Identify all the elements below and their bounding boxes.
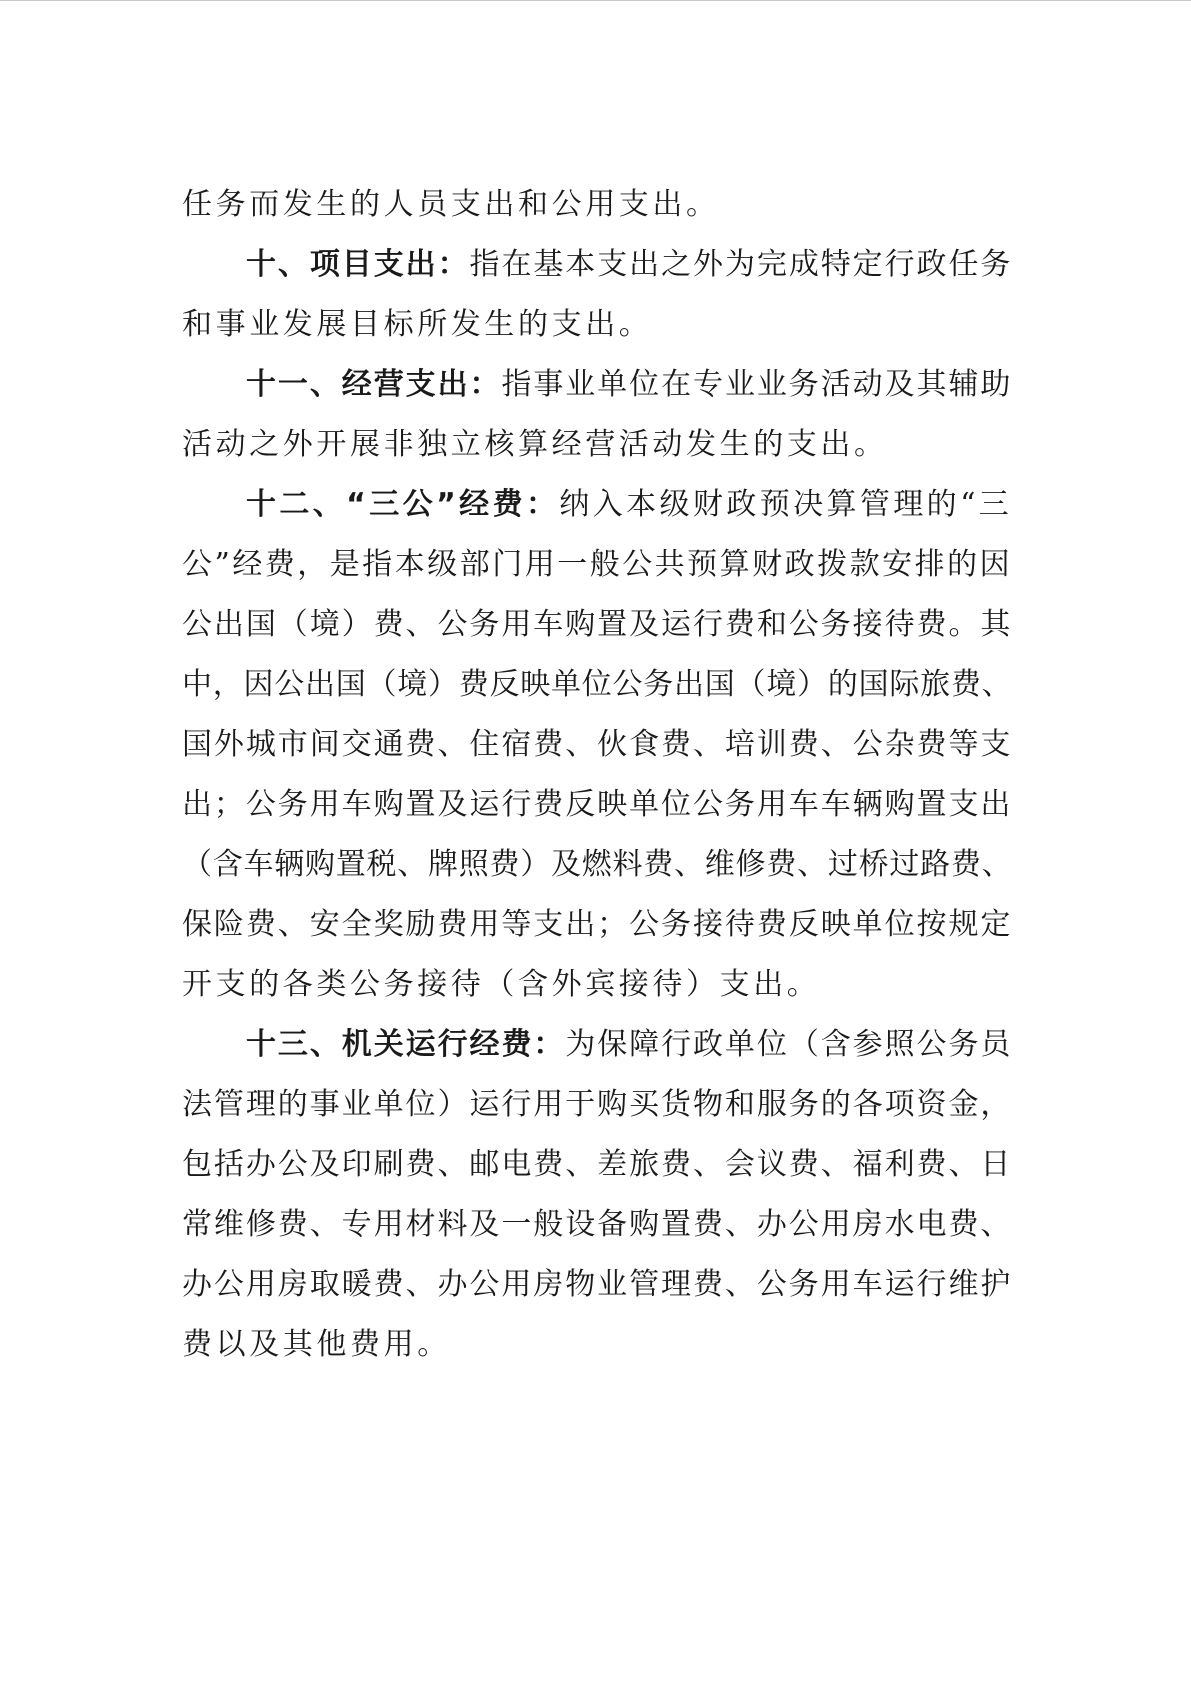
line-text: 和事业发展目标所发生的支出。	[182, 307, 653, 342]
paragraph-11-line-2	[182, 415, 1012, 475]
section-11-heading: 十一、经营支出：	[246, 367, 502, 402]
paragraph-12-line-2	[182, 535, 1012, 595]
paragraph-12-line-4	[182, 655, 1012, 715]
section-10-heading: 十、项目支出：	[246, 247, 470, 282]
line-text: 为保障行政单位（含参照公务员	[565, 1027, 1012, 1062]
paragraph-12-line-5	[182, 715, 1012, 775]
section-13-heading: 十三、机关运行经费：	[246, 1027, 566, 1062]
text-line-1	[182, 175, 1012, 235]
paragraph-13-line-2	[182, 1075, 1012, 1135]
section-12-heading: 十二、“三公”经费：	[246, 487, 560, 522]
paragraph-13-line-1	[182, 1015, 1012, 1075]
line-text: 办公用房取暖费、办公用房物业管理费、公务用车运行维护	[182, 1267, 1012, 1302]
paragraph-12-line-9	[182, 955, 1012, 1015]
line-text: 指在基本支出之外为完成特定行政任务	[469, 247, 1012, 282]
line-text: 中，因公出国（境）费反映单位公务出国（境）的国际旅费、	[182, 667, 1012, 702]
line-text: 纳入本级财政预决算管理的“三	[559, 487, 1012, 522]
paragraph-13-line-6	[182, 1315, 1012, 1375]
paragraph-13-line-3	[182, 1135, 1012, 1195]
line-text: 指事业单位在专业业务活动及其辅助	[501, 367, 1012, 402]
line-text: 常维修费、专用材料及一般设备购置费、办公用房水电费、	[182, 1207, 1012, 1242]
line-text: 法管理的事业单位）运行用于购买货物和服务的各项资金，	[182, 1087, 1012, 1122]
line-text: 活动之外开展非独立核算经营活动发生的支出。	[182, 427, 888, 462]
line-text: （含车辆购置税、牌照费）及燃料费、维修费、过桥过路费、	[182, 847, 1012, 882]
document-page-body	[182, 175, 1012, 1375]
line-text: 公出国（境）费、公务用车购置及运行费和公务接待费。其	[182, 607, 1012, 642]
line-text: 任务而发生的人员支出和公用支出。	[182, 187, 720, 222]
line-text: 开支的各类公务接待（含外宾接待）支出。	[182, 967, 821, 1002]
line-text: 出；公务用车购置及运行费反映单位公务用车车辆购置支出	[182, 787, 1012, 822]
paragraph-12-line-8	[182, 895, 1012, 955]
line-text: 费以及其他费用。	[182, 1327, 451, 1362]
paragraph-12-line-3	[182, 595, 1012, 655]
paragraph-10-line-2	[182, 295, 1012, 355]
paragraph-10-line-1	[182, 235, 1012, 295]
paragraph-12-line-6	[182, 775, 1012, 835]
line-text: 国外城市间交通费、住宿费、伙食费、培训费、公杂费等支	[182, 727, 1012, 762]
page-top-border	[0, 0, 1191, 1]
paragraph-12-line-1	[182, 475, 1012, 535]
line-text: 保险费、安全奖励费用等支出；公务接待费反映单位按规定	[182, 907, 1012, 942]
line-text: 包括办公及印刷费、邮电费、差旅费、会议费、福利费、日	[182, 1147, 1012, 1182]
line-text: 公”经费，是指本级部门用一般公共预算财政拨款安排的因	[182, 547, 1012, 582]
paragraph-12-line-7	[182, 835, 1012, 895]
paragraph-11-line-1	[182, 355, 1012, 415]
paragraph-13-line-4	[182, 1195, 1012, 1255]
paragraph-13-line-5	[182, 1255, 1012, 1315]
